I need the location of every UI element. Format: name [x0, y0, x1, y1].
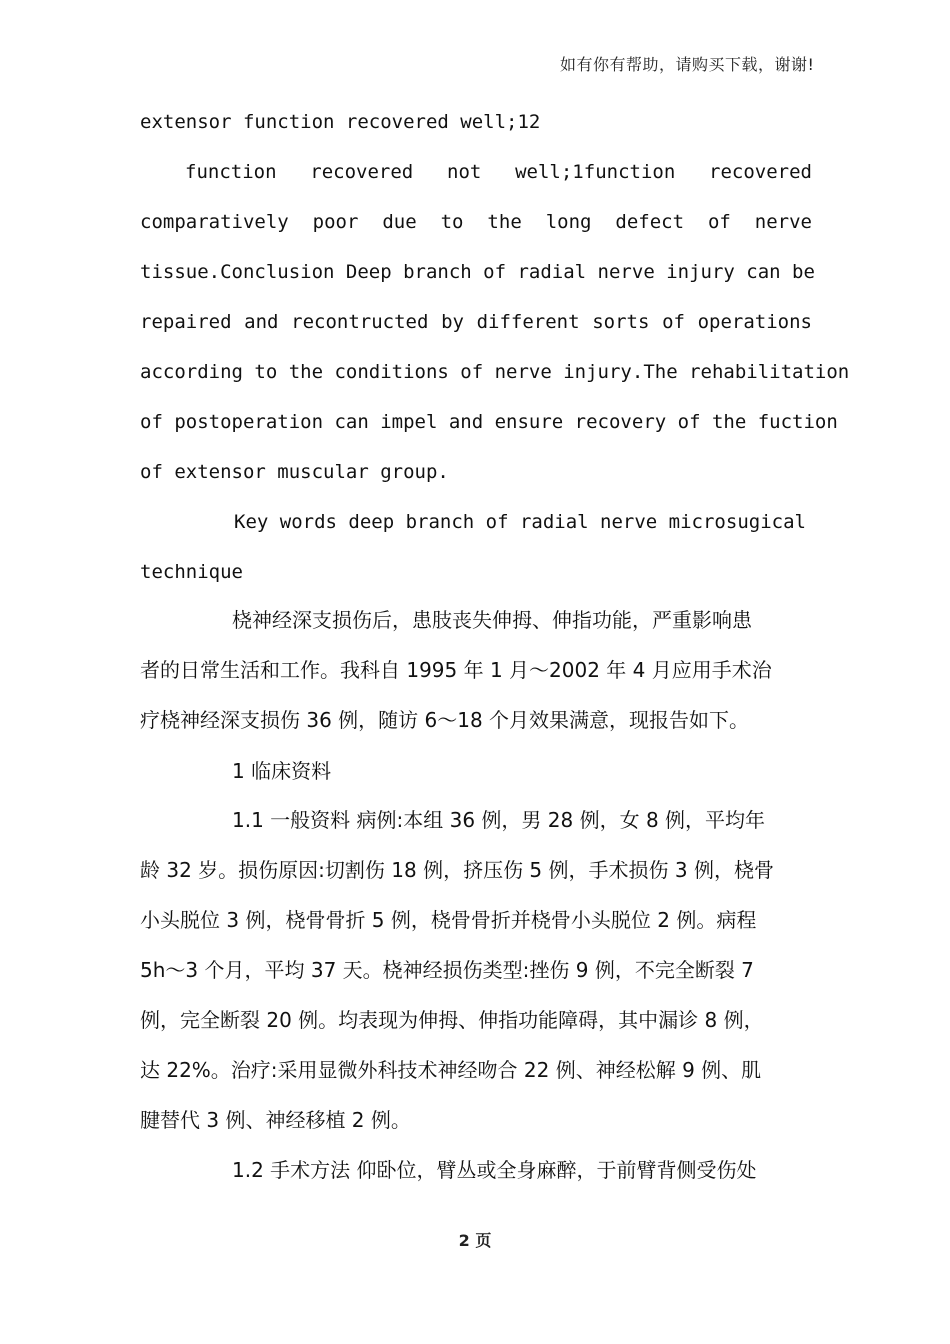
- body-line: 疗桡神经深支损伤 36 例，随访 6～18 个月效果满意，现报告如下。: [140, 708, 750, 732]
- body-line: 5h～3 个月，平均 37 天。桡神经损伤类型:挫伤 9 例，不完全断裂 7: [140, 958, 754, 982]
- body-line: Key words deep branch of radial nerve microsugical: [234, 511, 806, 533]
- body-line: function recovered not well;1function recovered: [185, 161, 812, 183]
- header-note: 如有你有帮助，请购买下载，谢谢!: [560, 55, 815, 74]
- body-line: repaired and recontructed by different sorts of operations: [140, 311, 812, 333]
- page-number: 2 页: [458, 1231, 492, 1250]
- section-heading: 1 临床资料: [232, 759, 332, 783]
- body-line: 达 22%。治疗:采用显微外科技术神经吻合 22 例、神经松解 9 例、肌: [140, 1058, 762, 1082]
- body-line: 桡神经深支损伤后，患肢丧失伸拇、伸指功能，严重影响患: [232, 608, 752, 632]
- body-line: according to the conditions of nerve injury.The rehabilitation: [140, 361, 850, 383]
- body-line: technique: [140, 561, 243, 583]
- body-line: 小头脱位 3 例，桡骨骨折 5 例，桡骨骨折并桡骨小头脱位 2 例。病程: [140, 908, 757, 932]
- body-line: tissue.Conclusion Deep branch of radial nerve injury can be: [140, 261, 815, 283]
- body-line: comparatively poor due to the long defect of nerve: [140, 211, 812, 233]
- body-line: 1.2 手术方法 仰卧位，臂丛或全身麻醉，于前臂背侧受伤处: [232, 1158, 757, 1182]
- body-line: 龄 32 岁。损伤原因:切割伤 18 例，挤压伤 5 例，手术损伤 3 例，桡骨: [140, 858, 774, 882]
- body-line: 例，完全断裂 20 例。均表现为伸拇、伸指功能障碍，其中漏诊 8 例，: [140, 1008, 764, 1032]
- body-line: extensor function recovered well;12: [140, 111, 541, 133]
- body-line: 腱替代 3 例、神经移植 2 例。: [140, 1108, 411, 1132]
- body-line: of extensor muscular group.: [140, 461, 449, 483]
- body-line: 者的日常生活和工作。我科自 1995 年 1 月～2002 年 4 月应用手术治: [140, 658, 772, 682]
- body-line: 1.1 一般资料 病例:本组 36 例，男 28 例，女 8 例，平均年: [232, 808, 766, 832]
- body-line: of postoperation can impel and ensure recovery of the fuction: [140, 411, 838, 433]
